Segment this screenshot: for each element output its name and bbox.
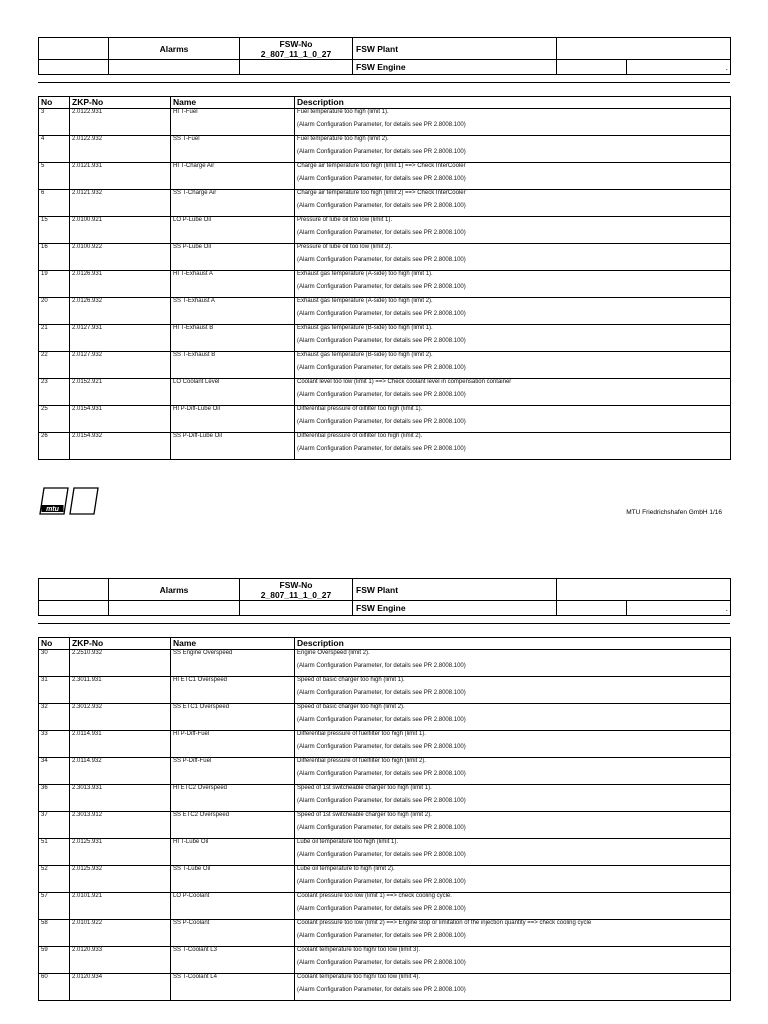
cell-no: 5: [39, 163, 70, 190]
cell-zkp-no: 2.0120.933: [70, 947, 171, 974]
cell-description: [295, 893, 731, 920]
description-note: (Alarm Configuration Parameter, for details see PR 2.8008.100): [297, 392, 466, 399]
column-header-no: No: [39, 638, 70, 650]
cell-zkp-no: 2.0122.931: [70, 109, 171, 136]
cell-name: SS P-Lube Oil: [171, 244, 295, 271]
cell-name: SS ETC1 Overspeed: [171, 704, 295, 731]
fsw-engine-value: [557, 60, 627, 75]
fsw-plant-label: FSW Plant: [353, 579, 557, 601]
description-text: Speed of 1st switcheable charger too high (limit 2).: [297, 812, 432, 818]
description-text: Pressure of lube oil too low (limit 2).: [297, 244, 393, 250]
table-row: [39, 217, 731, 244]
cell-description: [295, 379, 731, 406]
description-note: (Alarm Configuration Parameter, for details see PR 2.8008.100): [297, 933, 466, 940]
cell-no: 57: [39, 893, 70, 920]
cell-name: HI ETC2 Overspeed: [171, 785, 295, 812]
cell-zkp-no: 2.0125.932: [70, 866, 171, 893]
description-text: Coolant temperature too high/ too low (limit 3).: [297, 947, 421, 953]
table-row: [39, 758, 731, 785]
header-blank-cell: [109, 60, 240, 75]
table-row: [39, 947, 731, 974]
description-note: (Alarm Configuration Parameter, for details see PR 2.8008.100): [297, 446, 466, 453]
cell-description: [295, 677, 731, 704]
description-text: Speed of 1st switcheable charger too high (limit 1).: [297, 785, 432, 791]
cell-description: [295, 190, 731, 217]
table-row: [39, 785, 731, 812]
description-note: (Alarm Configuration Parameter, for details see PR 2.8008.100): [297, 149, 466, 156]
description-text: Exhaust gas temperature (B-side) too high (limit 2).: [297, 352, 433, 358]
cell-description: [295, 785, 731, 812]
cell-name: HI P-Diff-Lube Oil: [171, 406, 295, 433]
table-row: [39, 190, 731, 217]
description-note: (Alarm Configuration Parameter, for details see PR 2.8008.100): [297, 203, 466, 210]
table-row: [39, 677, 731, 704]
description-note: (Alarm Configuration Parameter, for details see PR 2.8008.100): [297, 879, 466, 886]
header-blank-cell: [39, 579, 109, 601]
cell-zkp-no: 2.0101.921: [70, 893, 171, 920]
column-header-zkp-no: ZKP-No: [70, 638, 171, 650]
table-row: [39, 379, 731, 406]
description-text: Fuel temperature too high (limit 2).: [297, 136, 389, 142]
description-text: Exhaust gas temperature (A-side) too high (limit 1).: [297, 271, 433, 277]
cell-description: [295, 298, 731, 325]
cell-name: SS Engine Overspeed: [171, 650, 295, 677]
description-note: (Alarm Configuration Parameter, for details see PR 2.8008.100): [297, 257, 466, 264]
cell-no: 4: [39, 136, 70, 163]
cell-name: HI T-Exhaust B: [171, 325, 295, 352]
cell-description: [295, 406, 731, 433]
cell-name: SS T-Charge Air: [171, 190, 295, 217]
cell-no: 60: [39, 974, 70, 1001]
cell-description: [295, 325, 731, 352]
fsw-engine-value: [557, 601, 627, 616]
description-note: (Alarm Configuration Parameter, for details see PR 2.8008.100): [297, 690, 466, 697]
cell-no: 36: [39, 785, 70, 812]
cell-description: [295, 920, 731, 947]
header-blank-cell: [240, 601, 353, 616]
cell-name: HI T-Exhaust A: [171, 271, 295, 298]
description-note: (Alarm Configuration Parameter, for details see PR 2.8008.100): [297, 122, 466, 129]
cell-zkp-no: 2.0114.931: [70, 731, 171, 758]
cell-zkp-no: 2.0152.921: [70, 379, 171, 406]
table-row: [39, 433, 731, 460]
column-header-name: Name: [171, 638, 295, 650]
table-row: [39, 298, 731, 325]
description-note: (Alarm Configuration Parameter, for details see PR 2.8008.100): [297, 338, 466, 345]
cell-no: 3: [39, 109, 70, 136]
fsw-no-label: FSW-No: [279, 38, 313, 49]
alarm-table: [38, 96, 731, 460]
cell-zkp-no: 2.0127.932: [70, 352, 171, 379]
cell-zkp-no: 2.3013.931: [70, 785, 171, 812]
fsw-engine-label: FSW Engine: [353, 601, 557, 616]
description-text: Exhaust gas temperature (B-side) too high (limit 1).: [297, 325, 433, 331]
cell-zkp-no: 2.0121.932: [70, 190, 171, 217]
cell-no: 26: [39, 433, 70, 460]
cell-zkp-no: 2.0101.922: [70, 920, 171, 947]
cell-no: 32: [39, 704, 70, 731]
cell-no: 16: [39, 244, 70, 271]
cell-zkp-no: 2.0127.931: [70, 325, 171, 352]
table-row: [39, 650, 731, 677]
column-header-description: Description: [295, 638, 731, 650]
column-header-name: Name: [171, 97, 295, 109]
cell-name: SS P-Coolant: [171, 920, 295, 947]
alarms-label: Alarms: [109, 38, 240, 60]
cell-zkp-no: 2.3011.931: [70, 677, 171, 704]
cell-name: LO P-Lube Oil: [171, 217, 295, 244]
fsw-no-label: FSW-No: [279, 579, 313, 590]
cell-name: SS T-Lube Oil: [171, 866, 295, 893]
cell-zkp-no: 2.0126.932: [70, 298, 171, 325]
table-row: [39, 866, 731, 893]
description-note: (Alarm Configuration Parameter, for details see PR 2.8008.100): [297, 771, 466, 778]
header-blank-cell: [39, 60, 109, 75]
description-text: Coolant pressure too low (limit 1) ==> check cooling cycle.: [297, 893, 452, 899]
description-note: (Alarm Configuration Parameter, for details see PR 2.8008.100): [297, 717, 466, 724]
description-text: Coolant pressure too low (limit 2) ==> Engine stop or limitation of the injection quantity ==> check cooling cycle: [297, 920, 592, 926]
description-note: (Alarm Configuration Parameter, for details see PR 2.8008.100): [297, 230, 466, 237]
cell-description: [295, 163, 731, 190]
cell-name: LO P-Coolant: [171, 893, 295, 920]
fsw-no-value: 2_807_11_1_0_27: [260, 48, 332, 59]
description-note: (Alarm Configuration Parameter, for details see PR 2.8008.100): [297, 852, 466, 859]
header-blank-cell: [39, 38, 109, 60]
cell-no: 52: [39, 866, 70, 893]
description-text: Pressure of lube oil too low (limit 1).: [297, 217, 393, 223]
cell-name: SS P-Diff-Lube Oil: [171, 433, 295, 460]
table-row: [39, 406, 731, 433]
separator-line: [38, 623, 730, 624]
table-row: [39, 163, 731, 190]
cell-name: LO Coolant Level: [171, 379, 295, 406]
cell-zkp-no: 2.0121.931: [70, 163, 171, 190]
fsw-plant-value: [557, 579, 731, 601]
cell-zkp-no: 2.2510.932: [70, 650, 171, 677]
cell-no: 59: [39, 947, 70, 974]
fsw-engine-label: FSW Engine: [353, 60, 557, 75]
fsw-plant-value: [557, 38, 731, 60]
cell-zkp-no: 2.0125.931: [70, 839, 171, 866]
cell-description: [295, 217, 731, 244]
cell-description: [295, 352, 731, 379]
mtu-logo-icon: [38, 486, 100, 516]
header-blank-cell: [109, 601, 240, 616]
alarms-label: Alarms: [109, 579, 240, 601]
header-blank-cell: [39, 601, 109, 616]
cell-no: 25: [39, 406, 70, 433]
alarm-table: [38, 637, 731, 1001]
cell-description: [295, 974, 731, 1001]
cell-name: SS T-Coolant L4: [171, 974, 295, 1001]
cell-description: [295, 433, 731, 460]
cell-no: 19: [39, 271, 70, 298]
description-text: Differential pressure of fuelfilter too high (limit 1).: [297, 731, 426, 737]
cell-name: SS T-Exhaust A: [171, 298, 295, 325]
cell-description: [295, 947, 731, 974]
cell-name: SS T-Fuel: [171, 136, 295, 163]
cell-name: HI P-Diff-Fuel: [171, 731, 295, 758]
cell-no: 33: [39, 731, 70, 758]
description-text: Exhaust gas temperature (A-side) too high (limit 2).: [297, 298, 433, 304]
description-text: Differential pressure of oilfilter too high (limit 1).: [297, 406, 423, 412]
cell-name: HI T-Fuel: [171, 109, 295, 136]
cell-description: [295, 650, 731, 677]
table-row: [39, 839, 731, 866]
header-blank-cell: [240, 60, 353, 75]
table-row: [39, 920, 731, 947]
cell-description: [295, 731, 731, 758]
header-table: [38, 37, 731, 75]
cell-zkp-no: 2.0114.932: [70, 758, 171, 785]
cell-zkp-no: 2.3013.912: [70, 812, 171, 839]
fsw-no-cell: [240, 38, 353, 60]
cell-description: [295, 812, 731, 839]
header-table: [38, 578, 731, 616]
fsw-no-cell: [240, 579, 353, 601]
description-text: Speed of basic charger too high (limit 1).: [297, 677, 405, 683]
description-text: Fuel temperature too high (limit 1).: [297, 109, 389, 115]
cell-description: [295, 866, 731, 893]
column-header-description: Description: [295, 97, 731, 109]
description-text: Speed of basic charger too high (limit 2).: [297, 704, 405, 710]
description-note: (Alarm Configuration Parameter, for details see PR 2.8008.100): [297, 284, 466, 291]
cell-no: 6: [39, 190, 70, 217]
cell-zkp-no: 2.0100.921: [70, 217, 171, 244]
cell-name: HI T-Charge Air: [171, 163, 295, 190]
description-note: (Alarm Configuration Parameter, for details see PR 2.8008.100): [297, 987, 466, 994]
description-note: (Alarm Configuration Parameter, for details see PR 2.8008.100): [297, 960, 466, 967]
cell-no: 23: [39, 379, 70, 406]
cell-no: 51: [39, 839, 70, 866]
cell-description: [295, 136, 731, 163]
description-text: Coolant temperature too high/ too low (limit 4).: [297, 974, 421, 980]
table-row: [39, 704, 731, 731]
description-note: (Alarm Configuration Parameter, for details see PR 2.8008.100): [297, 798, 466, 805]
description-note: (Alarm Configuration Parameter, for details see PR 2.8008.100): [297, 825, 466, 832]
description-text: Charge air temperature too high (limit 1) ==> Check InterCooler: [297, 163, 466, 169]
description-text: Lube oil temperature to high (limit 2).: [297, 866, 395, 872]
page-footer: [38, 486, 730, 516]
description-note: (Alarm Configuration Parameter, for details see PR 2.8008.100): [297, 744, 466, 751]
table-row: [39, 812, 731, 839]
description-text: Engine Overspeed (limit 2).: [297, 650, 370, 656]
cell-no: 58: [39, 920, 70, 947]
cell-no: 37: [39, 812, 70, 839]
table-row: [39, 893, 731, 920]
cell-zkp-no: 2.0100.922: [70, 244, 171, 271]
table-row: [39, 244, 731, 271]
description-text: Coolant level too low (limit 1) ==> Check coolant level in compensation container: [297, 379, 512, 385]
description-note: (Alarm Configuration Parameter, for details see PR 2.8008.100): [297, 419, 466, 426]
cell-zkp-no: 2.0120.934: [70, 974, 171, 1001]
cell-description: [295, 704, 731, 731]
cell-description: [295, 271, 731, 298]
fsw-engine-dot: .: [627, 601, 731, 616]
cell-name: SS P-Diff-Fuel: [171, 758, 295, 785]
table-row: [39, 325, 731, 352]
cell-zkp-no: 2.0126.931: [70, 271, 171, 298]
cell-name: SS ETC2 Overspeed: [171, 812, 295, 839]
cell-no: 22: [39, 352, 70, 379]
table-row: [39, 974, 731, 1001]
table-row: [39, 136, 731, 163]
cell-no: 21: [39, 325, 70, 352]
description-note: (Alarm Configuration Parameter, for details see PR 2.8008.100): [297, 311, 466, 318]
fsw-plant-label: FSW Plant: [353, 38, 557, 60]
cell-description: [295, 109, 731, 136]
table-row: [39, 109, 731, 136]
table-row: [39, 271, 731, 298]
cell-description: [295, 839, 731, 866]
description-text: Differential pressure of fuelfilter too high (limit 2).: [297, 758, 426, 764]
cell-name: HI T-Lube Oil: [171, 839, 295, 866]
cell-no: 34: [39, 758, 70, 785]
description-note: (Alarm Configuration Parameter, for details see PR 2.8008.100): [297, 176, 466, 183]
cell-zkp-no: 2.0122.932: [70, 136, 171, 163]
separator-line: [38, 82, 730, 83]
description-note: (Alarm Configuration Parameter, for details see PR 2.8008.100): [297, 906, 466, 913]
description-text: Lube oil temperature too high (limit 1).: [297, 839, 399, 845]
description-text: Charge air temperature too high (limit 2) ==> Check InterCooler: [297, 190, 466, 196]
fsw-engine-dot: .: [627, 60, 731, 75]
table-row: [39, 731, 731, 758]
svg-text:mtu: mtu: [46, 506, 59, 513]
table-row: [39, 352, 731, 379]
cell-zkp-no: 2.0154.932: [70, 433, 171, 460]
cell-description: [295, 758, 731, 785]
cell-description: [295, 244, 731, 271]
cell-name: HI ETC1 Overspeed: [171, 677, 295, 704]
column-header-no: No: [39, 97, 70, 109]
cell-no: 20: [39, 298, 70, 325]
company-page-label: MTU Friedrichshafen GmbH 1/16: [626, 509, 722, 516]
cell-no: 30: [39, 650, 70, 677]
description-note: (Alarm Configuration Parameter, for details see PR 2.8008.100): [297, 663, 466, 670]
description-text: Differential pressure of oilfilter too high (limit 2).: [297, 433, 423, 439]
cell-zkp-no: 2.3012.932: [70, 704, 171, 731]
fsw-no-value: 2_807_11_1_0_27: [260, 589, 332, 600]
description-note: (Alarm Configuration Parameter, for details see PR 2.8008.100): [297, 365, 466, 372]
cell-no: 31: [39, 677, 70, 704]
cell-name: SS T-Exhaust B: [171, 352, 295, 379]
cell-name: SS T-Coolant L3: [171, 947, 295, 974]
column-header-zkp-no: ZKP-No: [70, 97, 171, 109]
cell-zkp-no: 2.0154.931: [70, 406, 171, 433]
cell-no: 15: [39, 217, 70, 244]
